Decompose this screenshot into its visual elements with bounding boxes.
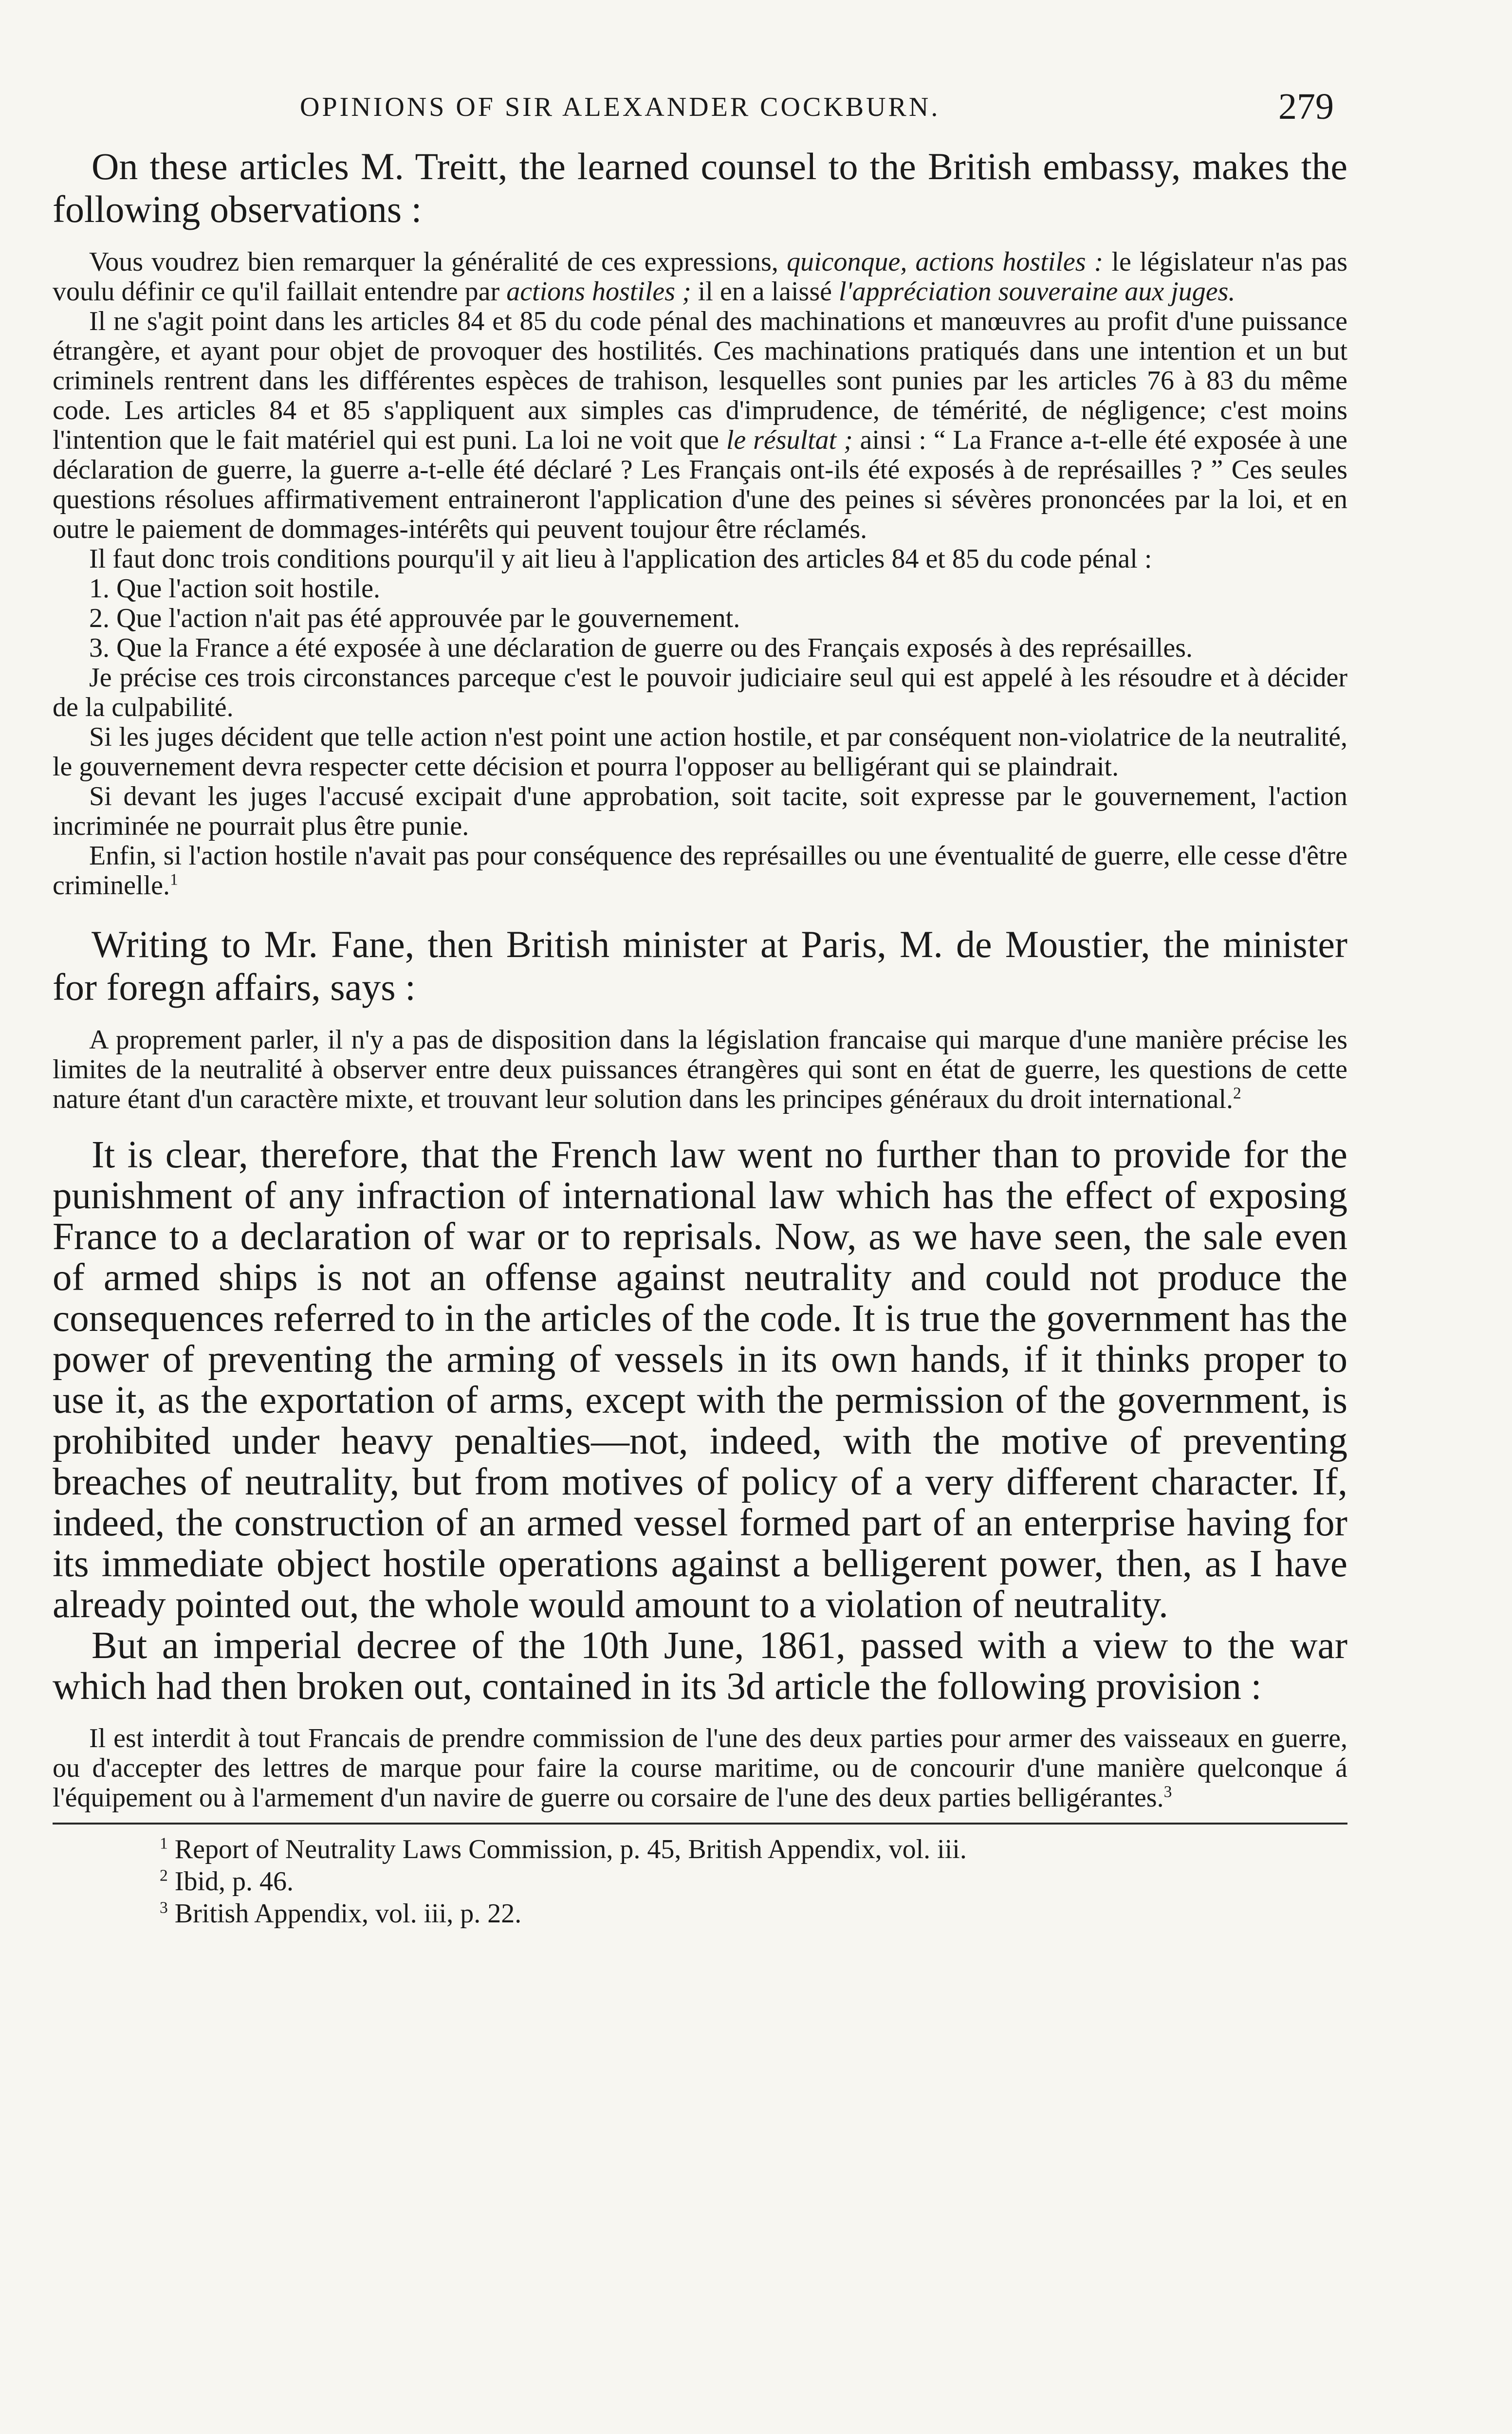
- footnote-mark: 1: [160, 1834, 168, 1853]
- footnote-text: British Appendix, vol. iii, p. 22.: [174, 1899, 522, 1929]
- running-title: OPINIONS OF SIR ALEXANDER COCKBURN.: [300, 92, 940, 122]
- lead-paragraph-treitt: On these articles M. Treitt, the learned counsel to the British embassy, makes the following observations :: [53, 145, 1347, 230]
- extract-paragraph: [53, 247, 1347, 307]
- extract-paragraph: [53, 1025, 1347, 1114]
- extract-paragraph: Je précise ces trois circonstances parceque c'est le pouvoir judiciaire seul qui est appelé à les résoudre et à décider de la culpabilité.: [53, 663, 1347, 722]
- extract-paragraph: Il faut donc trois conditions pourqu'il y ait lieu à l'application des articles 84 et 85 du code pénal :: [89, 544, 1152, 574]
- extract-text: Il est interdit à tout Francais de prendre commission de l'une des deux parties pour armer des vaisseaux en guerre, ou d'accepter des lettres de marque pour faire la course maritime, ou de concourir d'une manière quelconque á l'équipement ou à l'armement d'un navire de guerre ou corsaire de l'une des deux parties belligérantes.: [53, 1723, 1347, 1813]
- footnote-ref-1: 1: [170, 870, 178, 889]
- french-extract-decree: [53, 1724, 1347, 1813]
- extract-italic: le résultat ;: [726, 425, 853, 455]
- condition-item-3: 3. Que la France a été exposée à une déclaration de guerre ou des Français exposés à des représailles.: [89, 633, 1193, 663]
- footnote-ref-3: 3: [1163, 1783, 1172, 1801]
- extract-text: A proprement parler, il n'y a pas de disposition dans la législation francaise qui marque d'une manière précise les limites de la neutralité à observer entre deux puissances étrangères qui sont en état de guerre, les questions de cette nature étant d'un caractère mixte, et trouvant leur solution dans les principes généraux du droit international.: [53, 1025, 1347, 1114]
- extract-text: Enfin, si l'action hostile n'avait pas pour conséquence des représailles ou une éventualité de guerre, elle cesse d'être criminelle.: [53, 841, 1347, 901]
- page-number: 279: [1278, 86, 1334, 127]
- footnote-text: Ibid, p. 46.: [174, 1866, 294, 1897]
- footnote: [160, 1865, 1347, 1898]
- extract-paragraph: Si les juges décident que telle action n'est point une action hostile, et par conséquent non-violatrice de la neutralité, le gouvernement devra respecter cette décision et pourra l'opposer au belligérant qui se plaindrait.: [53, 722, 1347, 782]
- body-paragraph-french-law: It is clear, therefore, that the French law went no further than to provide for the punishment of any infraction of international law which has the effect of exposing France to a declaration of war or to reprisals. Now, as we have seen, the sale even of armed ships is not an offense against neutrality and could not produce the consequences referred to in the articles of the code. It is true the government has the power of preventing the arming of vessels in its own hands, if it thinks proper to use it, as the exportation of arms, except with the permission of the government, is prohibited under heavy penalties—not, indeed, with the motive of preventing breaches of neutrality, but from motives of policy of a very different character. If, indeed, the construction of an armed vessel formed part of an enterprise having for its immediate object hostile operations against a belligerent power, then, as I have already pointed out, the whole would amount to a violation of neutrality.: [53, 1134, 1347, 1626]
- extract-italic: l'appréciation souveraine aux juges.: [838, 277, 1235, 307]
- condition-item-2: 2. Que l'action n'ait pas été approuvée par le gouvernement.: [89, 603, 740, 633]
- page-content: [53, 73, 1347, 1930]
- condition-item-1: 1. Que l'action soit hostile.: [89, 573, 381, 604]
- extract-text: il en a laissé: [691, 277, 839, 307]
- footnote: [160, 1833, 1347, 1865]
- footnote-text: Report of Neutrality Laws Commission, p. 45, British Appendix, vol. iii.: [174, 1834, 967, 1864]
- extract-text: Il ne s'agit point dans les articles 84 et 85 du code pénal des machinations et manœuvres au profit d'une puissance étrangère, et ayant pour objet de provoquer des hostilités. Ces machinations pratiqués dans une intention et un but criminels rentrent dans les différentes espèces de trahison, lesquelles sont punies par les articles 76 à 83 du même code. Les articles 84 et 85 s'appliquent aux simples cas d'imprudence, de témérité, de négligence; c'est moins l'intention que le fait matériel qui est puni. La loi ne voit que: [53, 306, 1347, 455]
- extract-text: le législateur n'as pas voulu définir ce qu'il faillait entendre par: [53, 247, 1347, 307]
- extract-paragraph: [53, 307, 1347, 544]
- extract-italic: quiconque, actions hostiles :: [787, 247, 1104, 277]
- extract-paragraph: [53, 841, 1347, 901]
- lead-paragraph-moustier: Writing to Mr. Fane, then British minister at Paris, M. de Moustier, the minister for foregn affairs, says :: [53, 923, 1347, 1008]
- footnote: [160, 1898, 1347, 1930]
- body-paragraph-imperial-decree: But an imperial decree of the 10th June, 1861, passed with a view to the war which had then broken out, contained in its 3d article the following provision :: [53, 1624, 1347, 1708]
- extract-text: Vous voudrez bien remarquer la généralité de ces expressions,: [89, 247, 787, 277]
- footnote-ref-2: 2: [1233, 1084, 1241, 1103]
- footnote-mark: 3: [160, 1899, 168, 1917]
- french-extract-moustier: [53, 1025, 1347, 1114]
- french-extract-treitt: [53, 247, 1347, 901]
- running-head: [53, 73, 1347, 131]
- footnotes: [53, 1833, 1347, 1930]
- extract-paragraph: [53, 1724, 1347, 1813]
- extract-text: ainsi : “ La France a-t-elle été exposée à une déclaration de guerre, la guerre a-t-elle été déclaré ? Les Français ont-ils été exposés à de représailles ? ” Ces seules questions résolues affirmativement entraineront l'application d'une des peines si sévères prononcées par la loi, et en outre le paiement de dommages-intérêts qui peuvent toujour être réclamés.: [53, 425, 1347, 544]
- footnote-rule: [53, 1823, 1347, 1825]
- footnote-mark: 2: [160, 1866, 168, 1885]
- extract-paragraph: Si devant les juges l'accusé excipait d'une approbation, soit tacite, soit expresse par le gouvernement, l'action incriminée ne pourrait plus être punie.: [53, 781, 1347, 841]
- extract-italic: actions hostiles ;: [506, 277, 691, 307]
